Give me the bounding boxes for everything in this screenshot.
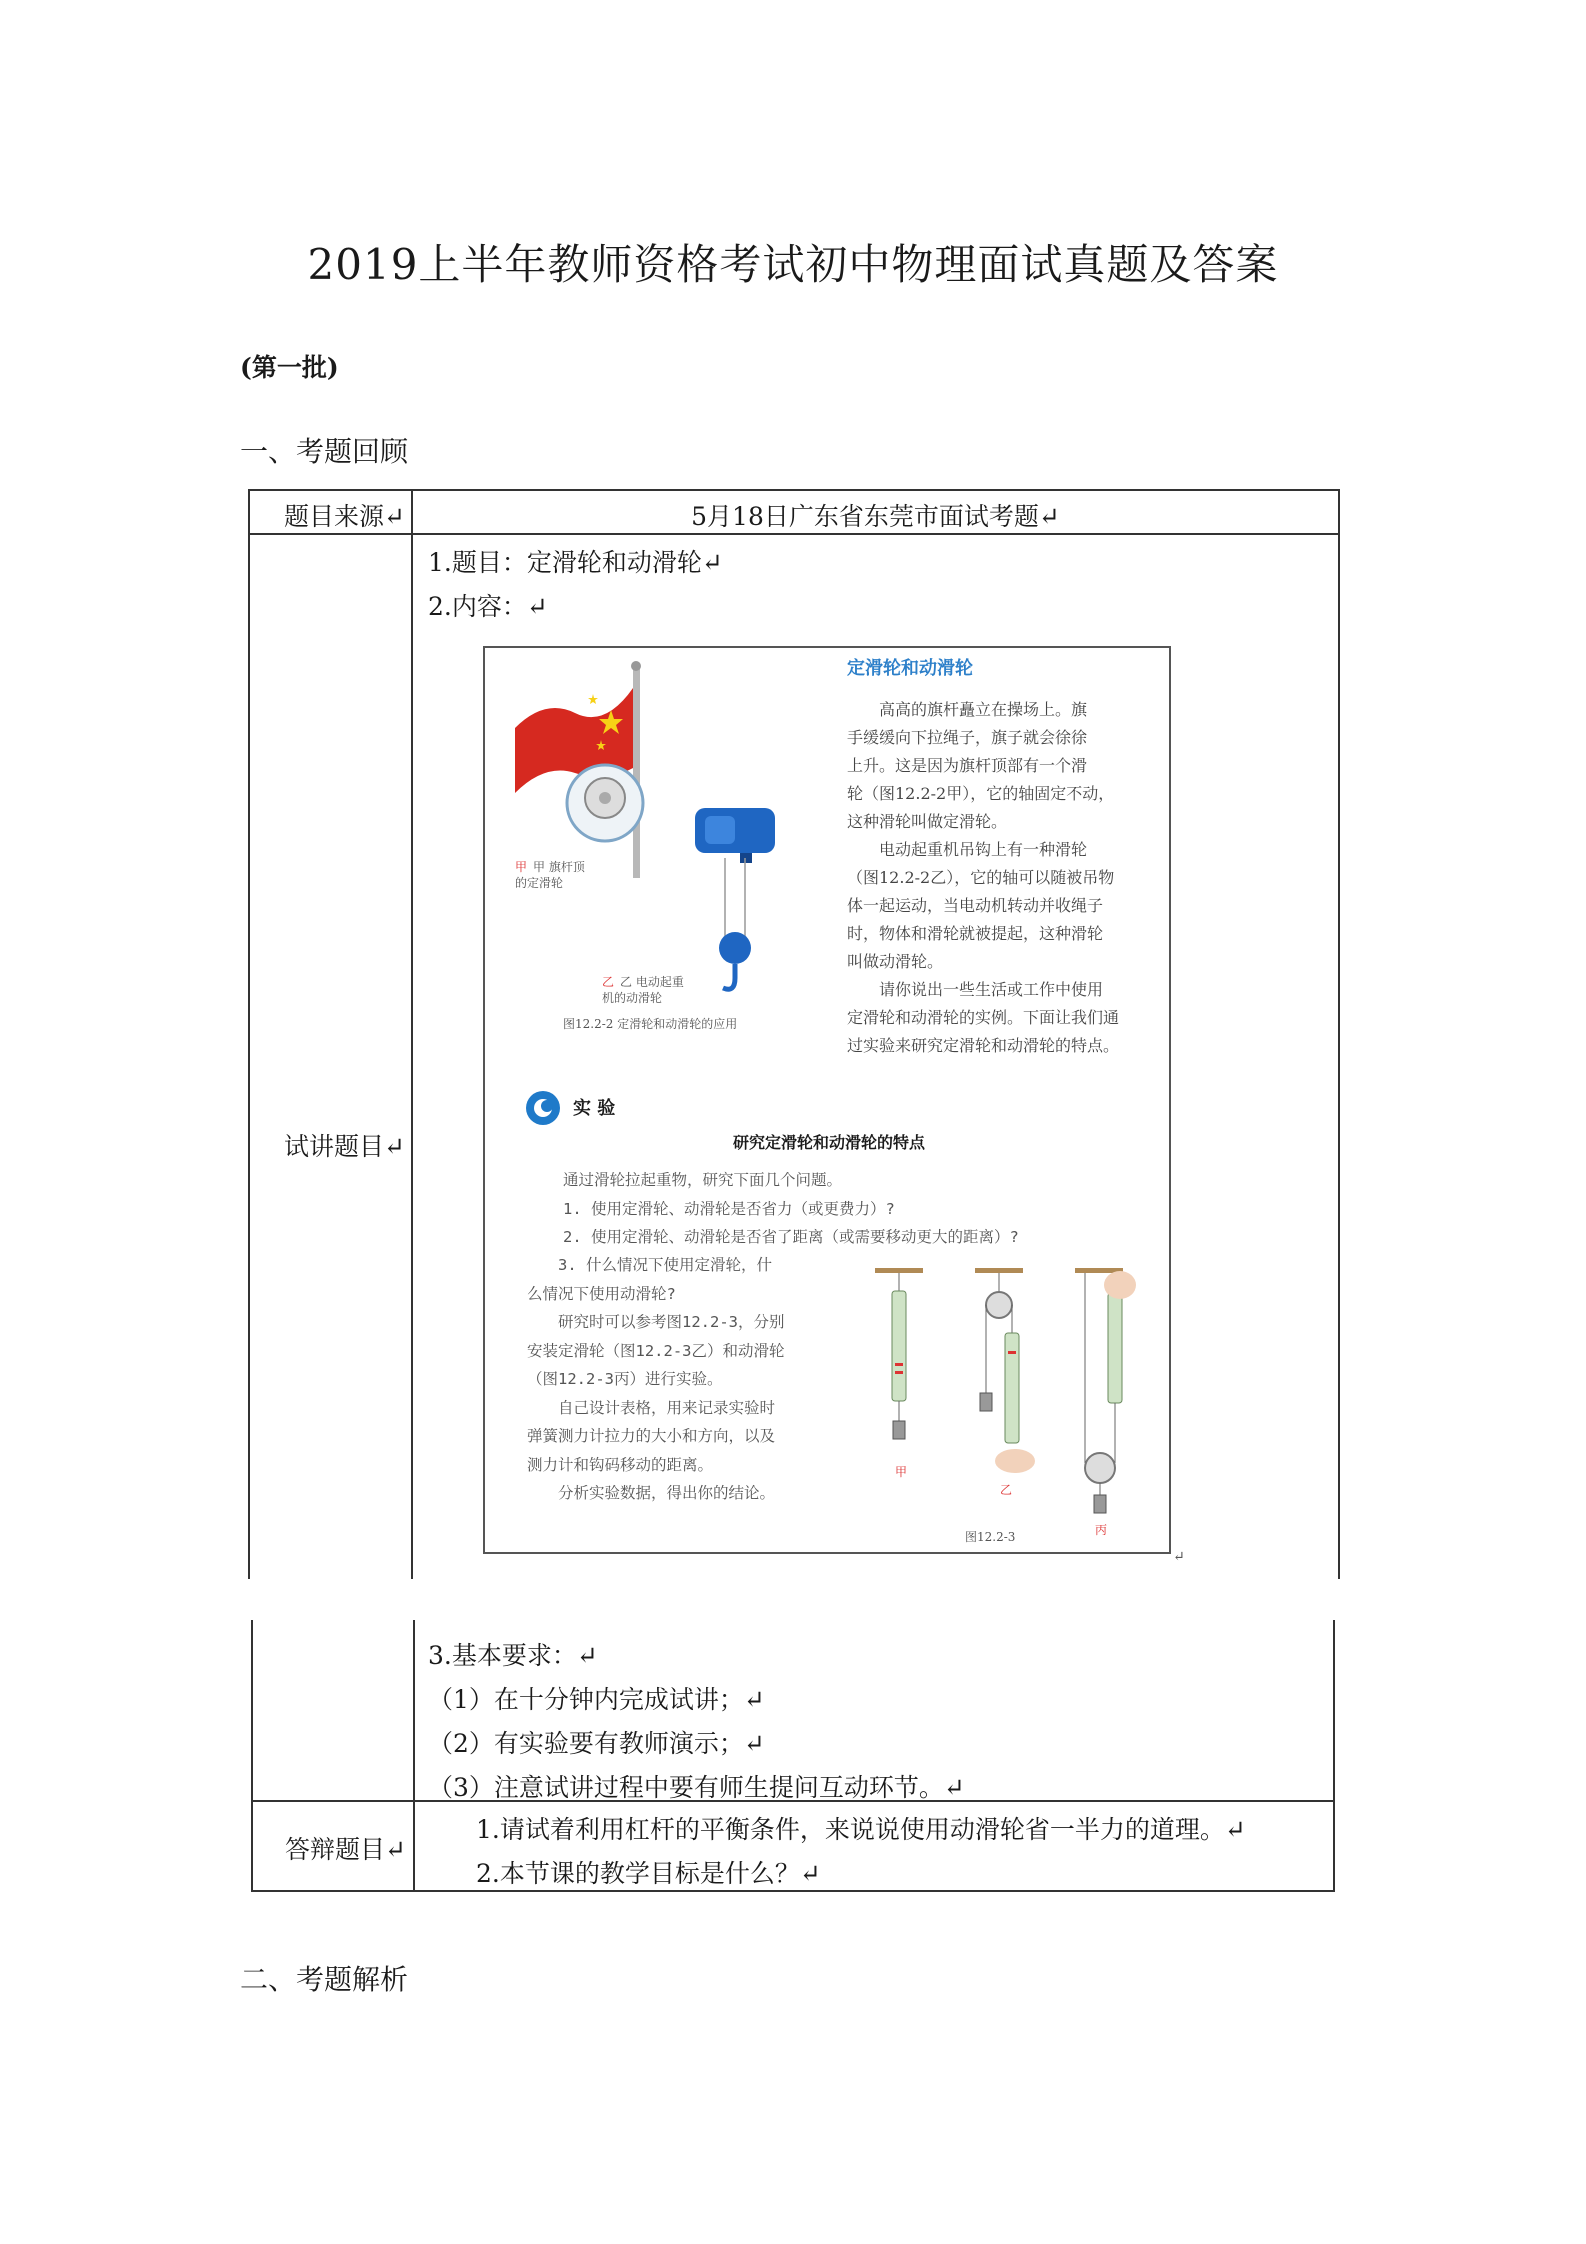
experiment-title: 研究定滑轮和动滑轮的特点 <box>732 1133 925 1152</box>
topic-item-2: 2.内容：↵ <box>428 592 548 621</box>
source-value: 5月18日广东省东莞市面试考题↵ <box>691 502 1060 531</box>
requirements-title: 3.基本要求：↵ <box>428 1641 598 1670</box>
caption-jia-line1: 甲 旗杆顶 <box>533 860 585 874</box>
fig2-label-yi: 乙 <box>1000 1483 1013 1497</box>
defense-question-1: 1.请试着利用杠杆的平衡条件，来说说使用动滑轮省一半力的道理。↵ <box>476 1815 1246 1844</box>
book-heading: 定滑轮和动滑轮 <box>847 658 973 679</box>
fig2-label-jia: 甲 <box>895 1465 908 1479</box>
experiment-questions: 通过滑轮拉起重物，研究下面几个问题。 1. 使用定滑轮、动滑轮是否省力（或更费力）? 2. 使用定滑轮、动滑轮是否省了距离（或需要移动更大的距离）? <box>563 1171 1019 1246</box>
caption-yi-line1: 乙 电动起重 <box>620 975 684 989</box>
book-paragraph: 高高的旗杆矗立在操场上。旗 手缓缓向下拉绳子，旗子就会徐徐 上升。这是因为旗杆顶部有一个滑 轮（图12.2-2甲），它的轴固定不动， 这种滑轮叫做定滑轮。 电动起重机吊钩上有一种滑轮 （图12.2-2乙），它的轴可以随被吊物 体一起运动，当电动机转动并收绳子 时，物体和滑轮就被提起，这种滑轮 叫做动滑轮。 请你说出一些生活或工作中使用 定滑轮和动滑轮的实例。下面让我们通 过实验来研究定滑轮和动滑轮的特点。 <box>847 700 1120 1055</box>
experiment-instructions: 3. 什么情况下使用定滑轮，什 么情况下使用动滑轮? 研究时可以参考图12.2-3，分别 安装定滑轮（图12.2-3乙）和动滑轮 （图12.2-3丙）进行实验。 自己设计表格，用来记录实验时 弹簧测力计拉力的大小和方向，以及 测力计和钩码移动的距离。 分析实验数据，得出你的结论。 <box>527 1256 785 1502</box>
question-table-part2 <box>251 1620 1335 1892</box>
defense-label: 答辩题目↵ <box>285 1835 406 1864</box>
topic-label: 试讲题目↵ <box>284 1132 405 1161</box>
experiment-label: 实 验 <box>573 1098 616 1119</box>
topic-item-1: 1.题目：定滑轮和动滑轮↵ <box>428 548 723 577</box>
section-heading-review: 一、考题回顾 <box>240 435 409 468</box>
requirement-3: （3）注意试讲过程中要有师生提问互动环节。↵ <box>428 1773 965 1802</box>
flag-pulley-illustration <box>515 658 665 888</box>
document-title: 2019上半年教师资格考试初中物理面试真题及答案 <box>307 240 1279 289</box>
requirement-2: （2）有实验要有教师演示；↵ <box>428 1729 765 1758</box>
section-heading-analysis: 二、考题解析 <box>240 1963 409 1996</box>
defense-question-2: 2.本节课的教学目标是什么？↵ <box>476 1859 821 1888</box>
caption-yi-line2: 机的动滑轮 <box>602 991 663 1005</box>
crane-hoist-illustration <box>685 798 785 998</box>
fig2-caption: 图12.2-3 <box>965 1530 1016 1544</box>
textbook-excerpt: 甲 甲 旗杆顶 的定滑轮 乙 乙 电动起重 机的动滑轮 图12.2-2 定滑轮和动滑轮的应用 定滑轮和动滑轮 高高的旗杆矗立在操场上。旗 手缓缓向下拉绳子，旗子就会徐徐 上升。这是因为旗杆顶部有一个滑 轮（图12.2-2甲），它的轴固定不动， 这种滑轮叫做定滑轮。 电动起重机吊钩上有一种滑轮 （图12.2-2乙），它的轴可以随被吊物 体一起运动，当电动机转动并收绳子 时，物体和滑轮就被提起，这种滑轮 叫做动滑轮。 请你说出一些生活或工作中使用 定滑轮和动滑轮的实例。下面让我们通 过实验来研究定滑轮和动滑轮的特点。 实 验 研究定滑轮和动滑轮的特点 通过滑轮拉起重物，研究下面几个问题。 1. 使用定滑轮、动滑轮是否省力（或更费力）? 2. 使用定滑轮、动滑轮是否省了距离（或需要移动更大的距离）? 3. 什么情况下使用定滑轮，什 么情况下使用动滑轮? 研究时可以参考图12.2-3，分别 安装定滑轮（图12.2-3乙）和动滑轮 （图12.2-3丙）进行实验。 自己设计表格，用来记录实验时 弹簧测力计拉力的大小和方向，以及 测力计和钩码移动的距离。 分析实验数据，得出你的结论。 甲 乙 丙 图12.2-3 <box>483 646 1171 1554</box>
question-table-part1: 题目来源↵ 5月18日广东省东莞市面试考题↵ 试讲题目↵ 1.题目：定滑轮和动滑轮↵ 2.内容：↵ 甲 甲 旗杆顶 的定滑轮 乙 乙 电动起重 机的动滑轮 图12.2-2 定滑轮和动滑轮的应用 定滑轮和动滑轮 高高的旗杆矗立在操场上。旗 手缓缓向下拉绳子，旗子就会徐徐 上升。这是因为旗杆顶部有一个滑 轮（图12.2-2甲），它的轴固定不动， 这种滑轮叫做定滑轮。 电动起重机吊钩上有一种滑轮 （图12.2-2乙），它的轴可以随被吊物 体一起运动，当电动机转动并收绳子 时，物体和滑轮就被提起，这种滑轮 叫做动滑轮。 请你说出一些生活或工作中使用 定滑轮和动滑轮的实例。下面让我们通 过实验来研究定滑轮和动滑轮的特点。 实 验 研究定滑轮和动滑轮的特点 通过滑轮拉起重物，研究下面几个问题。 1. 使用定滑轮、动滑轮是否省力（或更费力）? 2. 使用定滑轮、动滑轮是否省了距离（或需要移动更大的距离）? 3. 什么情况下使用定滑轮，什 么情况下使用动滑轮? 研究时可以参考图12.2-3，分别 安装定滑轮（图12.2-3乙）和动滑轮 （图12.2-3丙）进行实验。 自己设计表格，用来记录实验时 弹簧测力计拉力的大小和方向，以及 测力计和钩码移动的距离。 分析实验数据，得出你的结论。 甲 乙 丙 图12.2-3 ↵ <box>248 489 1340 1579</box>
batch-label: (第一批) <box>240 353 339 382</box>
source-label: 题目来源↵ <box>284 502 405 531</box>
requirement-1: （1）在十分钟内完成试讲；↵ <box>428 1685 765 1714</box>
experiment-icon <box>523 1088 563 1128</box>
caption-jia-line2: 的定滑轮 <box>515 876 564 890</box>
figure-caption: 图12.2-2 定滑轮和动滑轮的应用 <box>563 1017 738 1031</box>
fig2-label-bing: 丙 <box>1095 1523 1108 1537</box>
